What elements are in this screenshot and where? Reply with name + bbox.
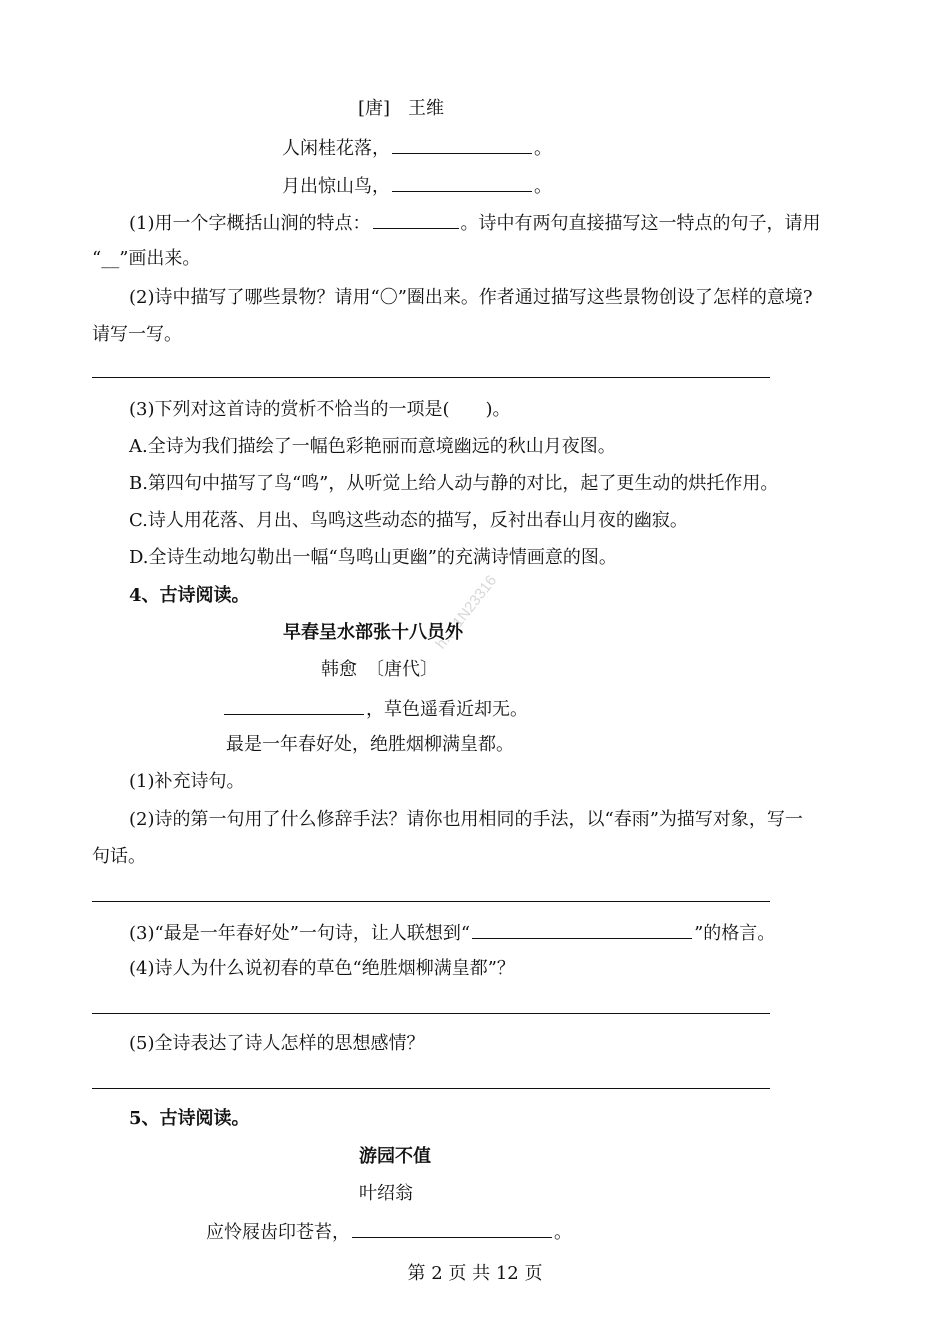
page-footer: 第 2 页 共 12 页	[407, 1263, 543, 1284]
q3-sub1-text-2: 。诗中有两句直接描写这一特点的句子，请用	[460, 213, 821, 234]
option-a: A.全诗为我们描绘了一幅色彩艳丽而意境幽远的秋山月夜图。	[129, 436, 616, 457]
q3-sub2: (2)诗中描写了哪些景物？请用“〇”圈出来。作者通过描写这些景物创设了怎样的意境?	[129, 287, 813, 308]
q4-sub2-cont: 句话。	[92, 846, 146, 867]
answer-blank[interactable]	[472, 920, 692, 939]
answer-line[interactable]	[92, 901, 770, 902]
q4-sub5: (5)全诗表达了诗人怎样的思想感情？	[129, 1033, 425, 1054]
poem-author: [唐] 王维	[358, 98, 445, 119]
q4-poem-line-1-text: ，草色遥看近却无。	[366, 699, 528, 720]
q4-poem-line-2: 最是一年春好处，绝胜烟柳满皇都。	[226, 734, 514, 755]
option-d: D.全诗生动地勾勒出一幅“鸟鸣山更幽”的充满诗情画意的图。	[129, 547, 617, 568]
q3-sub1	[129, 210, 821, 236]
q3-sub1-text: (1)用一个字概括山涧的特点：	[129, 213, 371, 234]
q3-sub1-cont: “__”画出来。	[92, 248, 201, 269]
q4-poem-title: 早春呈水部张十八员外	[283, 622, 463, 643]
q4-heading: 4、古诗阅读。	[129, 585, 250, 606]
q5-poem-title: 游园不值	[359, 1146, 431, 1167]
answer-blank[interactable]	[392, 135, 532, 154]
answer-blank[interactable]	[392, 173, 532, 192]
q4-sub2: (2)诗的第一句用了什么修辞手法？请你也用相同的手法，以“春雨”为描写对象，写一	[129, 809, 803, 830]
q4-poem-line-1	[224, 696, 528, 722]
answer-line[interactable]	[92, 1088, 770, 1089]
q4-sub3-text-2: ”的格言。	[694, 923, 776, 944]
q3-sub2-cont: 请写一写。	[92, 324, 182, 345]
q5-poem-author: 叶绍翁	[359, 1183, 413, 1204]
watermark: h.、1N23316	[432, 572, 501, 653]
poem-line-1-text: 人闲桂花落，	[282, 138, 390, 159]
answer-blank[interactable]	[373, 210, 459, 229]
q4-sub1: (1)补充诗句。	[129, 771, 245, 792]
poem-line-2-text: 月出惊山鸟，	[282, 176, 390, 197]
answer-blank[interactable]	[224, 696, 364, 715]
q5-poem-line-1-text: 应怜屐齿印苍苔，	[206, 1222, 350, 1243]
q5-poem-line-1	[206, 1219, 572, 1245]
q4-poem-author: 韩愈 〔唐代〕	[321, 659, 438, 680]
q5-heading: 5、古诗阅读。	[129, 1108, 250, 1129]
q4-sub4: (4)诗人为什么说初春的草色“绝胜烟柳满皇都”？	[129, 958, 515, 979]
poem-line-1	[282, 135, 552, 161]
q3-sub3: (3)下列对这首诗的赏析不恰当的一项是( )。	[129, 399, 511, 420]
poem-line-2	[282, 173, 552, 199]
answer-line[interactable]	[92, 377, 770, 378]
q5-poem-line-1-end: 。	[554, 1222, 572, 1243]
poem-line-1-end: 。	[534, 138, 552, 159]
q4-sub3	[129, 920, 775, 946]
q4-sub3-text: (3)“最是一年春好处”一句诗，让人联想到“	[129, 923, 471, 944]
option-b: B.第四句中描写了鸟“鸣”，从听觉上给人动与静的对比，起了更生动的烘托作用。	[129, 473, 779, 494]
poem-line-2-end: 。	[534, 176, 552, 197]
answer-line[interactable]	[92, 1013, 770, 1014]
option-c: C.诗人用花落、月出、鸟鸣这些动态的描写，反衬出春山月夜的幽寂。	[129, 510, 688, 531]
answer-blank[interactable]	[352, 1219, 552, 1238]
